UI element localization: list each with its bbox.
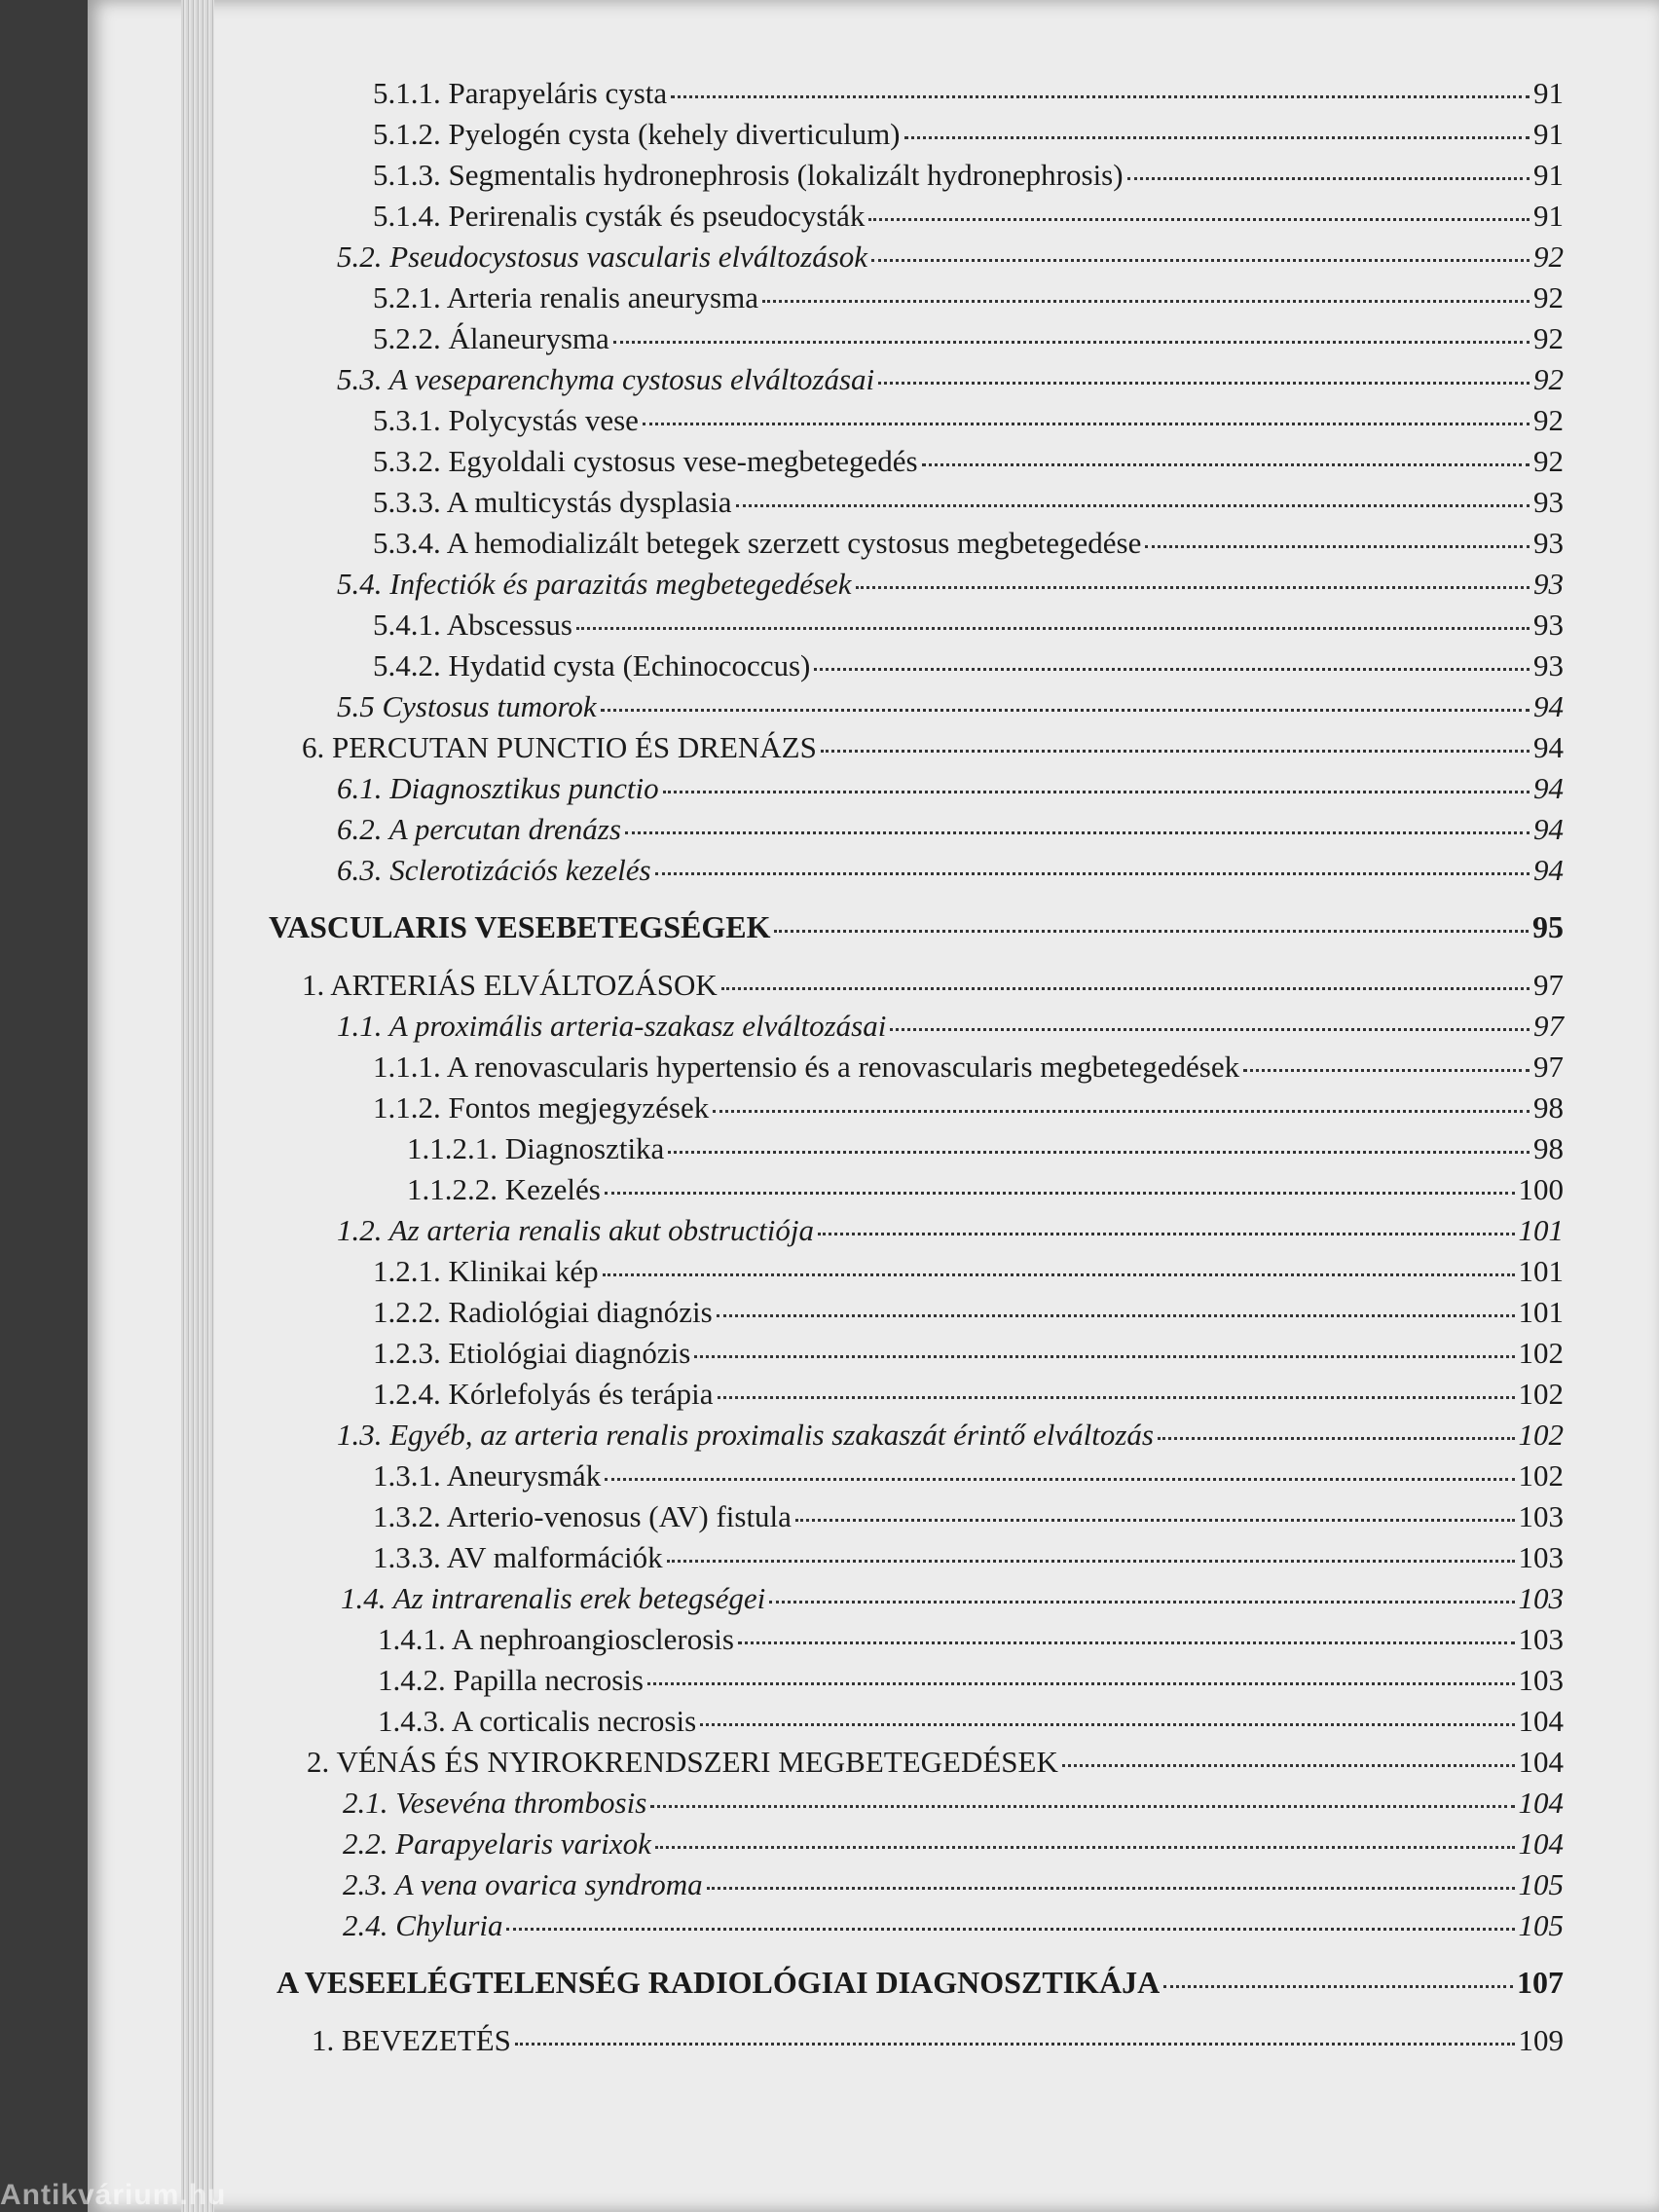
toc-entry-title: 1.2.3. Etiológiai diagnózis [373,1336,691,1370]
dot-leader [700,1723,1514,1726]
toc-entry-page: 104 [1518,1786,1564,1820]
toc-entry-title: 5.3.4. A hemodializált betegek szerzett cystosus megbetegedése [373,526,1142,560]
toc-entry-title: 6. PERCUTAN PUNCTIO ÉS DRENÁZS [302,730,817,764]
toc-entry-page: 94 [1533,812,1564,846]
toc-entry-page: 93 [1533,567,1564,601]
toc-entry [378,1661,1564,1700]
toc-entry [337,769,1564,808]
dot-leader [1163,1985,1513,1988]
toc-entry-title: 5.1.3. Segmentalis hydronephrosis (lokalizált hydronephrosis) [373,158,1124,192]
toc-entry [343,1784,1564,1823]
toc-entry [343,1906,1564,1945]
toc-entry-page: 94 [1533,689,1564,723]
toc-entry-page: 91 [1533,199,1564,233]
toc-entry [337,1007,1564,1046]
toc-entry-title: 1.2.2. Radiológiai diagnózis [373,1295,713,1329]
toc-entry-title: 5.2.2. Álaneurysma [373,321,609,355]
toc-entry-title: 1.4. Az intrarenalis erek betegségei [341,1581,766,1615]
dot-leader [663,791,1530,793]
toc-entry [373,524,1564,563]
toc-entry-title: 2.4. Chyluria [343,1908,503,1942]
dot-leader [713,1110,1530,1113]
dot-leader [878,382,1530,385]
toc-entry-page: 92 [1533,444,1564,478]
toc-entry [302,966,1564,1005]
toc-entry [337,238,1564,276]
toc-entry-title: 1.1.2. Fontos megjegyzések [373,1090,710,1124]
toc-entry-page: 105 [1518,1867,1564,1901]
dot-leader [647,1682,1515,1685]
toc-entry-page: 92 [1533,403,1564,437]
toc-entry [312,2021,1564,2060]
toc-entry-title: 5.3. A veseparenchyma cystosus elváltozásai [337,362,875,396]
dot-leader [717,1314,1515,1317]
dot-leader [605,1192,1515,1195]
dot-leader [814,668,1530,671]
dot-leader [1145,545,1530,548]
toc-entry [373,1456,1564,1495]
watermark: Antikvárium.hu [0,2179,227,2211]
toc-entry [302,728,1564,767]
dot-leader [890,1028,1530,1031]
toc-entry-title: 1. ARTERIÁS ELVÁLTOZÁSOK [302,968,718,1002]
toc-entry [337,1211,1564,1250]
toc-entry-title: 5.2. Pseudocystosus vascularis elváltozások [337,240,868,274]
toc-entry [378,1620,1564,1659]
toc-entry-title: 5.3.3. A multicystás dysplasia [373,485,732,519]
toc-entry [407,1170,1564,1209]
dot-leader [856,586,1530,589]
dot-leader [738,1641,1515,1644]
toc-entry [337,851,1564,890]
toc-entry-title: A VESEELÉGTELENSÉG RADIOLÓGIAI DIAGNOSZTIKÁJA [276,1965,1161,2000]
toc-entry [307,1743,1564,1782]
toc-entry-title: 5.1.4. Perirenalis cysták és pseudocysták [373,199,866,233]
toc-entry [373,74,1564,113]
toc-entry-page: 103 [1518,1540,1564,1574]
toc-entry-page: 102 [1518,1377,1564,1411]
dot-leader [1158,1437,1515,1440]
toc-entry [373,1088,1564,1127]
toc-entry-page: 92 [1533,362,1564,396]
toc-entry-title: 1.1. A proximális arteria-szakasz elváltozásai [337,1009,887,1043]
toc-entry-title: 5.3.1. Polycystás vese [373,403,639,437]
toc-entry-title: 1.2.1. Klinikai kép [373,1254,599,1288]
toc-entry [337,360,1564,399]
dot-leader [1243,1069,1530,1072]
toc-entry-title: 1.2.4. Kórlefolyás és terápia [373,1377,714,1411]
toc-entry [337,565,1564,604]
dot-leader [736,504,1530,507]
toc-entry-title: 1.1.2.2. Kezelés [407,1172,601,1206]
toc-entry-page: 94 [1533,730,1564,764]
toc-entry-page: 98 [1533,1131,1564,1165]
toc-entry-title: 1.4.3. A corticalis necrosis [378,1704,697,1738]
toc-entry [337,810,1564,849]
toc-entry-title: 2.3. A vena ovarica syndroma [343,1867,703,1901]
toc-entry [373,1252,1564,1291]
toc-entry [337,1416,1564,1455]
toc-entry-title: 5.2.1. Arteria renalis aneurysma [373,280,758,314]
toc-entry-page: 103 [1518,1581,1564,1615]
toc-entry-page: 91 [1533,158,1564,192]
toc-entry-title: 5.5 Cystosus tumorok [337,689,597,723]
dot-leader [868,218,1530,221]
toc-entry [373,1048,1564,1087]
toc-entry-title: VASCULARIS VESEBETEGSÉGEK [269,909,771,944]
toc-entry [373,278,1564,317]
toc-entry [373,156,1564,195]
dot-leader [922,463,1530,466]
toc-entry [373,442,1564,481]
toc-entry [337,687,1564,726]
toc-entry-page: 101 [1518,1295,1564,1329]
toc-entry-title: 6.1. Diagnosztikus punctio [337,771,659,805]
toc-entry [373,1497,1564,1536]
toc-entry [276,1963,1564,2002]
toc-entry-page: 93 [1533,526,1564,560]
dot-leader [655,872,1530,875]
toc-entry [378,1702,1564,1741]
toc-entry-title: 1.3.2. Arterio-venosus (AV) fistula [373,1499,792,1533]
toc-entry-title: 5.4.1. Abscessus [373,608,572,642]
toc-entry-title: 2. VÉNÁS ÉS NYIROKRENDSZERI MEGBETEGEDÉSEK [307,1745,1058,1779]
dot-leader [506,1928,1514,1931]
toc-entry-page: 107 [1517,1965,1564,2000]
dot-leader [667,1560,1515,1563]
toc-entry [373,115,1564,154]
toc-entry-page: 103 [1518,1622,1564,1656]
toc-entry-page: 97 [1533,968,1564,1002]
dot-leader [1062,1764,1515,1767]
toc-entry-title: 1.1.2.1. Diagnosztika [407,1131,665,1165]
dot-leader [707,1887,1515,1890]
toc-entry [343,1825,1564,1863]
toc-entry [373,483,1564,522]
toc-entry-title: 5.4.2. Hydatid cysta (Echinococcus) [373,648,811,682]
dot-leader [821,750,1530,753]
toc-entry-page: 92 [1533,280,1564,314]
toc-entry-title: 2.1. Vesevéna thrombosis [343,1786,647,1820]
toc-entry-page: 102 [1518,1458,1564,1493]
dot-leader [721,987,1530,990]
dot-leader [718,1396,1515,1399]
dot-leader [774,930,1529,933]
toc-entry-title: 1. BEVEZETÉS [312,2023,511,2057]
dot-leader [871,259,1530,262]
dot-leader [769,1601,1514,1604]
toc-entry-title: 5.4. Infectiók és parazitás megbetegedések [337,567,852,601]
toc-entry-page: 93 [1533,485,1564,519]
dot-leader [625,831,1530,834]
toc-entry-page: 104 [1518,1704,1564,1738]
toc-entry [373,197,1564,236]
toc-entry-page: 93 [1533,648,1564,682]
toc-entry-page: 102 [1518,1418,1564,1452]
dot-leader [650,1805,1514,1808]
toc-entry-page: 105 [1518,1908,1564,1942]
toc-entry [343,1865,1564,1904]
toc-entry [407,1129,1564,1168]
toc-entry-title: 1.3.3. AV malformációk [373,1540,663,1574]
toc-entry-title: 5.1.1. Parapyeláris cysta [373,76,668,110]
dot-leader [515,2043,1515,2046]
toc-entry [373,606,1564,645]
dot-leader [795,1519,1515,1522]
toc-entry-page: 94 [1533,771,1564,805]
toc-entry-page: 97 [1533,1009,1564,1043]
toc-entry-page: 104 [1518,1826,1564,1861]
toc-entry-page: 103 [1518,1663,1564,1697]
toc-entry-page: 101 [1518,1213,1564,1247]
dot-leader [643,423,1530,425]
dot-leader [1127,177,1530,180]
toc-entry-page: 95 [1532,909,1564,944]
dot-leader [576,627,1530,630]
toc-entry [373,1293,1564,1332]
toc-entry-page: 101 [1518,1254,1564,1288]
toc-entry-page: 92 [1533,321,1564,355]
toc-entry [373,1538,1564,1577]
dot-leader [601,709,1530,712]
toc-entry-title: 1.3. Egyéb, az arteria renalis proximalis szakaszát érintő elváltozás [337,1418,1154,1452]
toc-entry-page: 93 [1533,608,1564,642]
toc-entry-title: 2.2. Parapyelaris varixok [343,1826,651,1861]
toc-entry-page: 100 [1518,1172,1564,1206]
toc-entry-page: 91 [1533,76,1564,110]
dot-leader [603,1273,1515,1276]
toc-entry-title: 1.3.1. Aneurysmák [373,1458,602,1493]
toc-entry-page: 102 [1518,1336,1564,1370]
toc-entry-title: 5.3.2. Egyoldali cystosus vese-megbetegedés [373,444,918,478]
dot-leader [605,1478,1514,1481]
toc-entry-title: 1.2. Az arteria renalis akut obstructiója [337,1213,814,1247]
toc-entry-page: 91 [1533,117,1564,151]
toc-entry [269,907,1564,946]
dot-leader [613,341,1530,344]
toc-entry-title: 1.1.1. A renovascularis hypertensio és a renovascularis megbetegedések [373,1050,1240,1084]
toc-entry-title: 1.4.2. Papilla necrosis [378,1663,644,1697]
toc-entry-title: 6.2. A percutan drenázs [337,812,621,846]
toc-entry [373,1334,1564,1373]
dot-leader [671,95,1530,98]
toc-entry [341,1579,1564,1618]
dot-leader [818,1233,1515,1235]
dot-leader [668,1151,1530,1154]
toc-entry [373,646,1564,685]
toc-entry-page: 109 [1518,2023,1564,2057]
toc-entry-title: 6.3. Sclerotizációs kezelés [337,853,651,887]
table-of-contents [88,0,1659,2212]
dot-leader [904,136,1530,139]
toc-entry-page: 103 [1518,1499,1564,1533]
dot-leader [655,1846,1515,1849]
toc-entry-page: 97 [1533,1050,1564,1084]
toc-entry-title: 1.4.1. A nephroangiosclerosis [378,1622,734,1656]
toc-entry-page: 94 [1533,853,1564,887]
toc-entry [373,1375,1564,1414]
toc-entry-page: 104 [1518,1745,1564,1779]
toc-entry [373,319,1564,358]
toc-entry-page: 92 [1533,240,1564,274]
dot-leader [762,300,1530,303]
toc-entry [373,401,1564,440]
dot-leader [694,1355,1514,1358]
toc-entry-title: 5.1.2. Pyelogén cysta (kehely diverticulum) [373,117,901,151]
toc-entry-page: 98 [1533,1090,1564,1124]
book-page [88,0,1659,2212]
